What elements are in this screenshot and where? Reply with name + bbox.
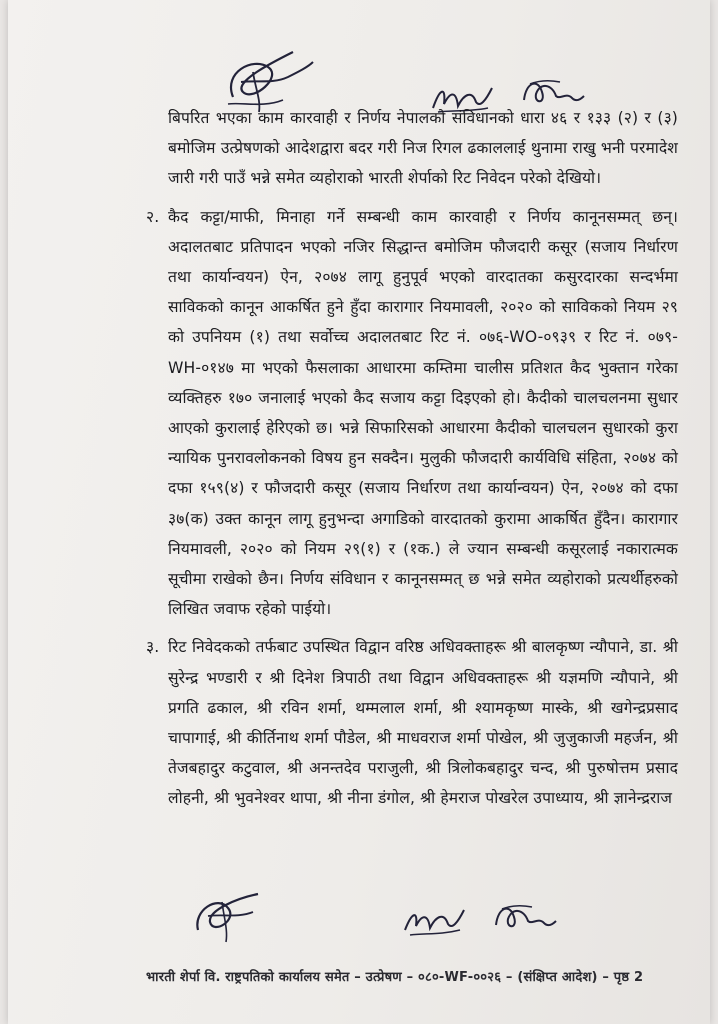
signature-bottom-right [488,895,558,937]
document-body [146,103,678,822]
paragraph-1: बिपरित भएका काम कारवाही र निर्णय नेपालको संविधानको धारा ४६ र १३३ (२) र (३) बमोजिम उत्प्रेषणको आदेशद्वारा बदर गरी निज रिगल ढकाललाई थुनामा राखु भनी परमादेश जारी गरी पाउँ भन्ने समेत व्यहोराको भारती शेर्पाको रिट निवेदन परेको देखियो। [168,109,678,188]
paragraph-3-text: रिट निवेदकको तर्फबाट उपस्थित विद्वान वरिष्ठ अधिवक्ताहरू श्री बालकृष्ण न्यौपाने, डा. श्री सुरेन्द्र भण्डारी र श्री दिनेश त्रिपाठी तथा विद्वान अधिवक्ताहरू श्री यज्ञमणि न्यौपाने, श्री प्रगति ढकाल, श्री रविन शर्मा, थम्मलाल शर्मा, श्री श्यामकृष्ण मास्के, श्री खगेन्द्रप्रसाद चापागाई, श्री कीर्तिनाथ शर्मा पौडेल, श्री माधवराज शर्मा पोखेल, श्री जुजुकाजी महर्जन, श्री तेजबहादुर कटुवाल, श्री अनन्तदेव पराजुली, श्री त्रिलोकबहादुर चन्द, श्री पुरुषोत्तम प्रसाद लोहनी, श्री भुवनेश्वर थापा, श्री नीना डंगोल, श्री हेमराज पोखरेल उपाध्याय, श्री ज्ञानेन्द्रराज [168,638,678,808]
signature-bottom-left [188,880,268,950]
signature-bottom-middle [400,902,470,942]
paragraph-2-number: २. [146,207,160,226]
paragraph-2-text: कैद कट्टा/माफी, मिनाहा गर्ने सम्बन्धी काम कारवाही र निर्णय कानूनसम्मत् छन्। अदालतबाट प्रतिपादन भएको नजिर सिद्धान्त बमोजिम फौजदारी कसूर (सजाय निर्धारण तथा कार्यान्वयन) ऐन, २०७४ लागू हुनुपूर्व भएको वारदातका कसुरदारका सन्दर्भमा साविकको कानून आकर्षित हुने हुँदा कारागार नियमावली, २०२० को साविकको नियम २९ को उपनियम (१) तथा सर्वोच्च अदालतबाट रिट नं. ०७६-WO-०९३९ र रिट नं. ०७९-WH-०१४७ मा भएको फैसलाका आधारमा कम्तिमा चालीस प्रतिशत कैद भुक्तान गरेका व्यक्तिहरु १७० जनालाई भएको कैद सजाय कट्टा दिइएको हो। कैदीको चालचलनमा सुधार आएको कुरालाई हेरिएको छ। भन्ने सिफारिसको आधारमा कैदीको चालचलन सुधारको कुरा न्यायिक पुनरावलोकनको विषय हुन सक्दैन। मुलुकी फौजदारी कार्यविधि संहिता, २०७४ को दफा १५९(४) र फौजदारी कसूर (सजाय निर्धारण तथा कार्यान्वयन) ऐन, २०७४ को दफा ३७(क) उक्त कानून लागू हुनुभन्दा अगाडिको वारदातको कुरामा आकर्षित हुँदैन। कारागार नियमावली, २०२० को नियम २९(१) र (१क.) ले ज्यान सम्बन्धी कसूरलाई नकारात्मक सूचीमा राखेको छैन। निर्णय संविधान र कानूनसम्मत् छ भन्ने समेत व्यहोराको प्रत्यर्थीहरुको लिखित जवाफ रहेको पाईयो। [168,207,678,619]
paragraph-3-number: ३. [146,638,160,657]
paragraph-3 [146,632,678,813]
page-footer: भारती शेर्पा वि. राष्ट्रपतिको कार्यालय समेत – उत्प्रेषण – ०८०-WF-००२६ – (संक्षिप्त आदेश) – पृष्ठ 2 [146,970,644,985]
paragraph-2 [146,202,678,625]
document-page [8,0,710,1024]
